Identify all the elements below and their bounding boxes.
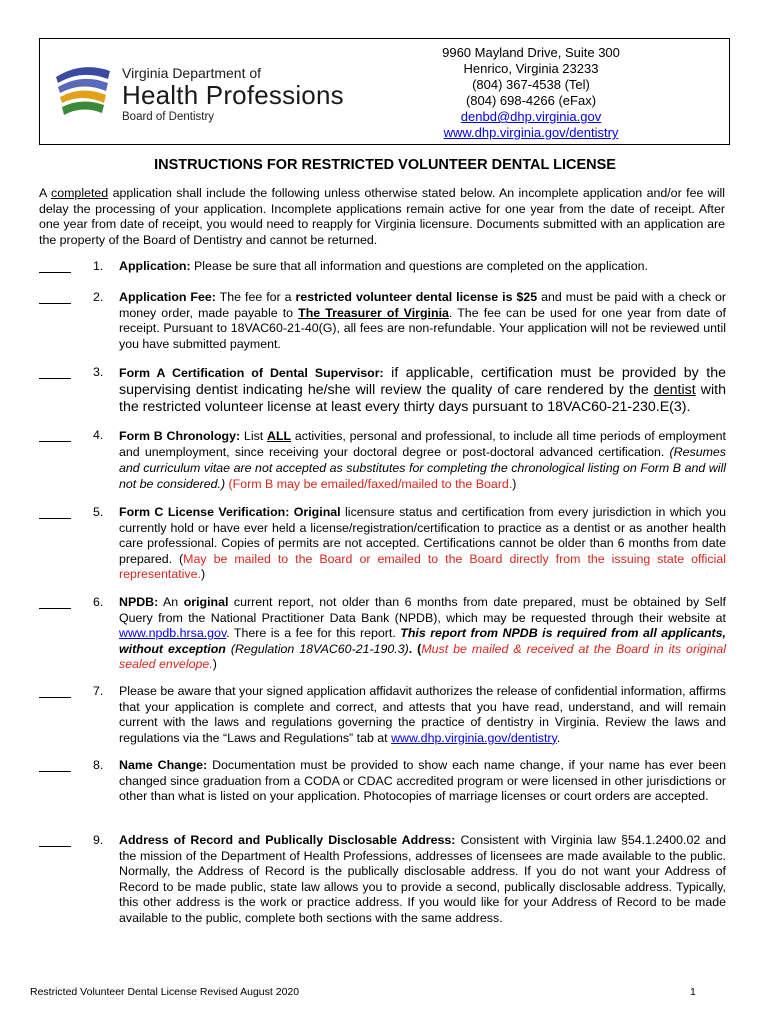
- address-city: Henrico, Virginia 23233: [463, 61, 599, 76]
- page-title: INSTRUCTIONS FOR RESTRICTED VOLUNTEER DENTAL LICENSE: [154, 157, 616, 173]
- address-tel: (804) 367-4538 (Tel): [472, 77, 590, 92]
- checkbox-blank[interactable]: [39, 259, 71, 273]
- checkbox-blank[interactable]: [39, 290, 71, 304]
- logo-line-3: Board of Dentistry: [122, 111, 215, 123]
- footer-page-number: 1: [690, 986, 696, 998]
- header-box: [39, 38, 730, 145]
- intro-paragraph: A completed application shall include the following unless otherwise stated below. An incomplete application and/or fee will delay the processing of your application. Incomplete applications remain active for one year from the date of receipt. After one year from date of receipt, you would need to reapply for Virginia licensure. Documents submitted with an application are the property of the Board of Dentistry and cannot be returned.: [39, 186, 725, 247]
- checkbox-blank[interactable]: [39, 758, 71, 772]
- laws-link[interactable]: www.dhp.virginia.gov/dentistry: [391, 730, 557, 745]
- checkbox-blank[interactable]: [39, 595, 71, 609]
- logo-line-2: Health Professions: [122, 80, 344, 110]
- website-link[interactable]: www.dhp.virginia.gov/dentistry: [443, 125, 619, 140]
- agency-logo: [52, 53, 362, 133]
- checkbox-blank[interactable]: [39, 365, 71, 379]
- footer-revision: Restricted Volunteer Dental License Revised August 2020: [30, 986, 300, 998]
- npdb-link[interactable]: www.npdb.hrsa.gov: [119, 626, 227, 640]
- checkbox-blank[interactable]: [39, 684, 71, 698]
- address-efax: (804) 698-4266 (eFax): [465, 93, 597, 108]
- logo-emblem-icon: [52, 59, 114, 121]
- address-street: 9960 Mayland Drive, Suite 300: [442, 45, 620, 60]
- checkbox-blank[interactable]: [39, 833, 71, 847]
- logo-line-1: Virginia Department of: [122, 65, 262, 81]
- checkbox-blank[interactable]: [39, 428, 71, 442]
- checkbox-blank[interactable]: [39, 505, 71, 519]
- completed-underline: completed: [51, 186, 109, 200]
- address-block: [421, 45, 641, 141]
- email-link[interactable]: denbd@dhp.virginia.gov: [460, 109, 602, 124]
